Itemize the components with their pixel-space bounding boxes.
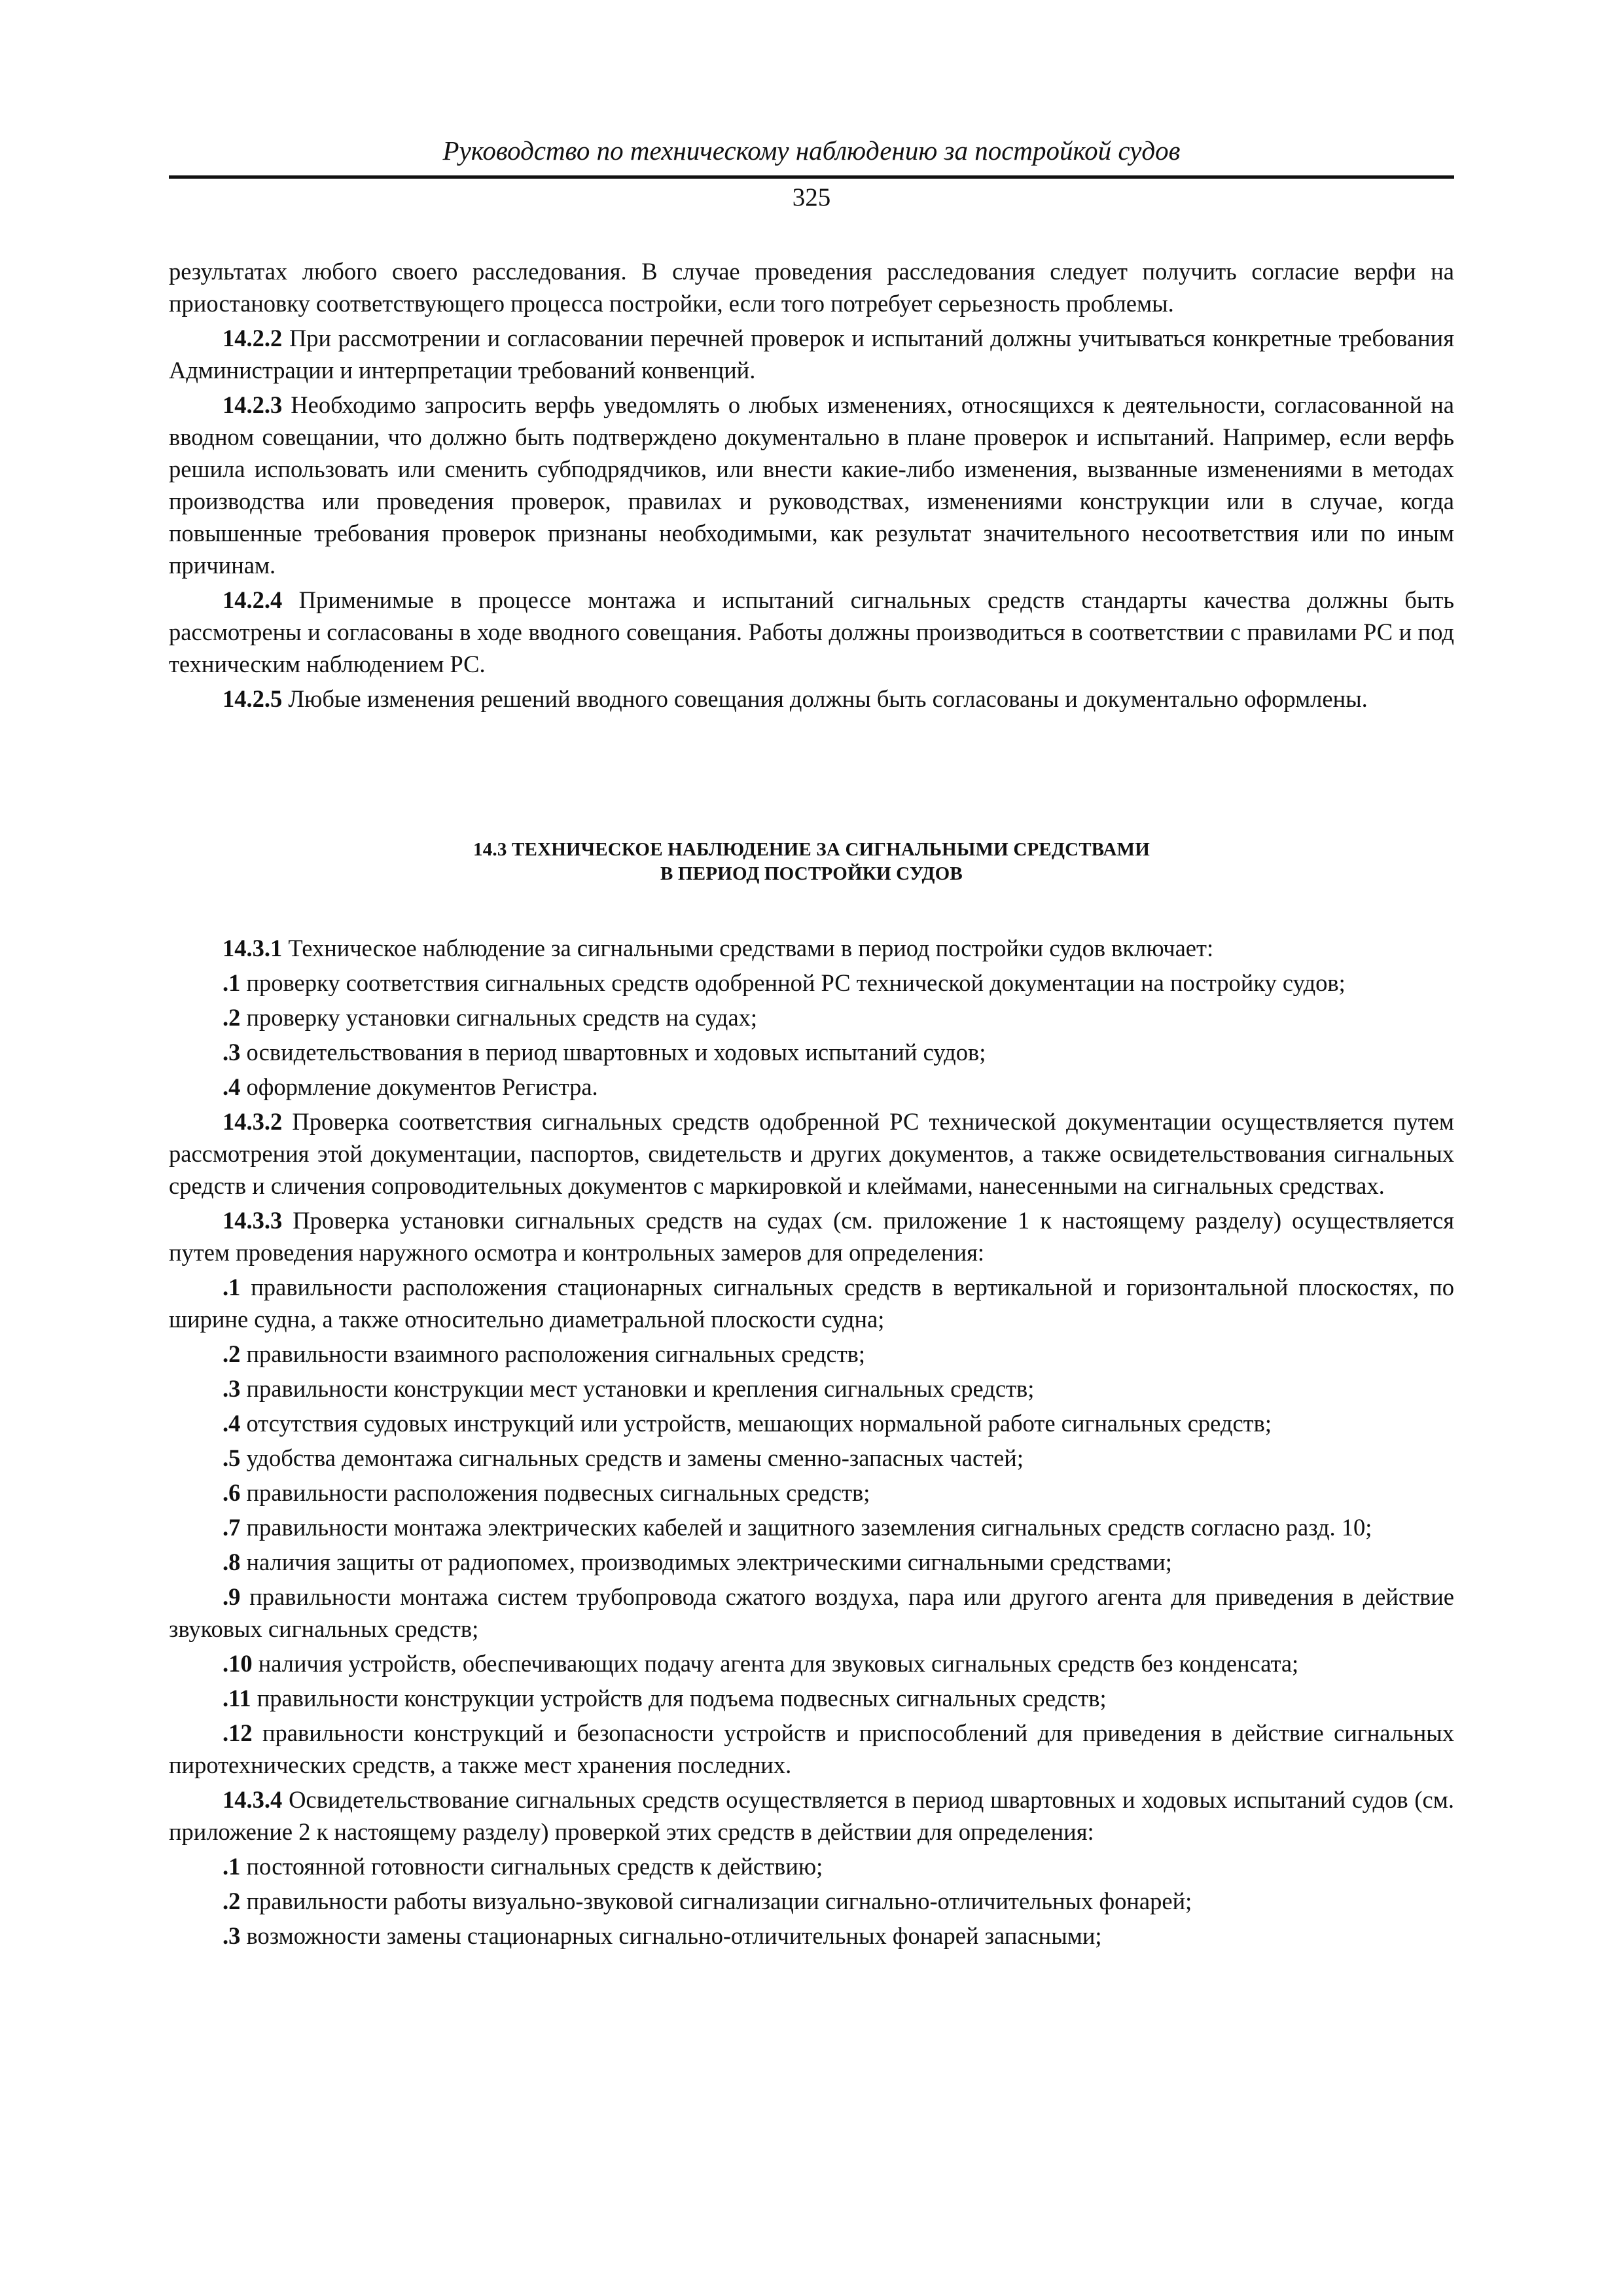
paragraph-number: 14.3.4 [223,1786,283,1813]
paragraph-14-3-2 [169,1105,1454,1202]
list-item [169,1001,1454,1033]
list-item [169,1682,1454,1714]
paragraph-text: Техническое наблюдение за сигнальными средствами в период постройки судов включает: [282,935,1214,961]
item-text: правильности конструкции мест установки и крепления сигнальных средств; [240,1375,1035,1402]
item-number: .12 [223,1719,253,1746]
paragraph-number: 14.2.2 [223,325,283,351]
list-item [169,1477,1454,1509]
list-item [169,1850,1454,1882]
list-item [169,967,1454,999]
list-item [169,1407,1454,1439]
list-item [169,1372,1454,1405]
paragraph-14-3-1 [169,932,1454,964]
item-number: .11 [223,1685,251,1712]
list-item [169,1036,1454,1068]
paragraph-text: При рассмотрении и согласовании перечней проверок и испытаний должны учитываться конкретные требования Администрации и интерпретации требований конвенций. [169,325,1454,384]
list-item [169,1546,1454,1578]
paragraph-text: Применимые в процессе монтажа и испытаний сигнальных средств стандарты качества должны быть рассмотрены и согласованы в ходе вводного совещания. Работы должны производиться в соответствии с правилами РС и под техническим наблюдением РС. [169,586,1454,677]
list-item [169,1071,1454,1103]
item-number: .6 [223,1479,241,1506]
list-item [169,1717,1454,1781]
item-number: .9 [223,1583,241,1610]
item-text: проверку соответствия сигнальных средств одобренной РС технической документации на постройку судов; [240,969,1346,996]
item-text: наличия устройств, обеспечивающих подачу агента для звуковых сигнальных средств без конденсата; [252,1650,1299,1677]
item-number: .1 [223,1853,241,1880]
paragraph-text: Любые изменения решений вводного совещания должны быть согласованы и документально оформлены. [282,685,1368,712]
item-text: правильности расположения подвесных сигнальных средств; [240,1479,870,1506]
item-number: .3 [223,1922,241,1949]
running-header: Руководство по техническому наблюдению за постройкой судов [442,135,1181,166]
paragraph-14-3-3 [169,1204,1454,1268]
item-text: правильности расположения стационарных сигнальных средств в вертикальной и горизонтальной плоскостях, по ширине судна, а также относительно диаметральной плоскости судна; [169,1274,1454,1333]
item-number: .2 [223,1340,241,1367]
paragraph-text: Проверка установки сигнальных средств на судах (см. приложение 1 к настоящему разделу) осуществляется путем проведения наружного осмотра и контрольных замеров для определения: [169,1207,1454,1266]
header-rule [169,175,1454,179]
item-number: .2 [223,1888,241,1914]
item-text: освидетельствования в период швартовных и ходовых испытаний судов; [240,1039,986,1066]
paragraph-number: 14.2.5 [223,685,283,712]
item-text: правильности конструкции устройств для подъема подвесных сигнальных средств; [251,1685,1107,1712]
item-number: .1 [223,969,241,996]
paragraph-14-2-5 [169,683,1454,715]
item-number: .1 [223,1274,241,1300]
item-text: проверку установки сигнальных средств на судах; [240,1004,758,1031]
list-item [169,1647,1454,1679]
page-number: 325 [792,183,831,211]
paragraph-number: 14.2.3 [223,391,283,418]
list-item [169,1271,1454,1335]
body-text [169,255,1454,1954]
list-item [169,1581,1454,1645]
list-item [169,1338,1454,1370]
paragraph-number: 14.2.4 [223,586,283,613]
paragraph-text: Проверка соответствия сигнальных средств одобренной РС технической документации осуществляется путем рассмотрения этой документации, паспортов, свидетельств и других документов, а также освидетельствования сигнальных средств и сличения сопроводительных документов с маркировкой и клеймами, нанесенными на сигнальных средствах. [169,1108,1454,1199]
item-number: .4 [223,1410,241,1437]
paragraph-14-3-4 [169,1784,1454,1848]
item-number: .4 [223,1073,241,1100]
list-item [169,1885,1454,1917]
item-text: правильности взаимного расположения сигнальных средств; [240,1340,866,1367]
section-heading-14-3 [169,838,1454,886]
item-number: .8 [223,1549,241,1575]
item-number: .10 [223,1650,253,1677]
item-text: наличия защиты от радиопомех, производимых электрическими сигнальными средствами; [240,1549,1172,1575]
item-number: .3 [223,1039,241,1066]
item-text: правильности монтажа электрических кабелей и защитного заземления сигнальных средств согласно разд. 10; [240,1514,1372,1541]
item-text: постоянной готовности сигнальных средств к действию; [240,1853,823,1880]
paragraph-text: Освидетельствование сигнальных средств осуществляется в период швартовных и ходовых испытаний судов (см. приложение 2 к настоящему разделу) проверкой этих средств в действии для определения: [169,1786,1454,1845]
item-number: .2 [223,1004,241,1031]
item-text: удобства демонтажа сигнальных средств и замены сменно-запасных частей; [240,1444,1024,1471]
list-item [169,1920,1454,1952]
paragraph-number: 14.3.1 [223,935,283,961]
item-text: правильности конструкций и безопасности устройств и приспособлений для приведения в действие сигнальных пиротехнических средств, а также мест хранения последних. [169,1719,1454,1778]
paragraph-14-2-2 [169,322,1454,386]
item-text: отсутствия судовых инструкций или устройств, мешающих нормальной работе сигнальных средств; [240,1410,1272,1437]
paragraph-14-2-4 [169,584,1454,680]
item-text: возможности замены стационарных сигнально-отличительных фонарей запасными; [240,1922,1102,1949]
paragraph-text: Необходимо запросить верфь уведомлять о любых изменениях, относящихся к деятельности, согласованной на вводном совещании, что должно быть подтверждено документально в плане проверок и испытаний. Например, если верфь решила использовать или сменить субподрядчиков, или внести какие-либо изменения, вызванные изменениями в методах производства или проведения проверок, правилах и руководствах, изменениями конструкции или в случае, когда повышенные требования проверок признаны необходимыми, как результат значительного несоответствия или по иным причинам. [169,391,1454,579]
item-number: .3 [223,1375,241,1402]
section-heading-line: В ПЕРИОД ПОСТРОЙКИ СУДОВ [660,863,963,884]
item-text: правильности монтажа систем трубопровода сжатого воздуха, пара или другого агента для приведения в действие звуковых сигнальных средств; [169,1583,1454,1642]
section-heading-line: 14.3 ТЕХНИЧЕСКОЕ НАБЛЮДЕНИЕ ЗА СИГНАЛЬНЫМИ СРЕДСТВАМИ [473,839,1150,860]
list-item [169,1442,1454,1474]
item-text: правильности работы визуально-звуковой сигнализации сигнально-отличительных фонарей; [240,1888,1192,1914]
item-text: оформление документов Регистра. [240,1073,598,1100]
item-number: .5 [223,1444,241,1471]
paragraph-number: 14.3.2 [223,1108,283,1135]
list-item [169,1511,1454,1543]
paragraph-14-2-3 [169,389,1454,581]
continuation-paragraph: результатах любого своего расследования. В случае проведения расследования следует получить согласие верфи на приостановку соответствующего процесса постройки, если того потребует серьезность проблемы. [169,258,1454,317]
paragraph-number: 14.3.3 [223,1207,283,1234]
item-number: .7 [223,1514,241,1541]
